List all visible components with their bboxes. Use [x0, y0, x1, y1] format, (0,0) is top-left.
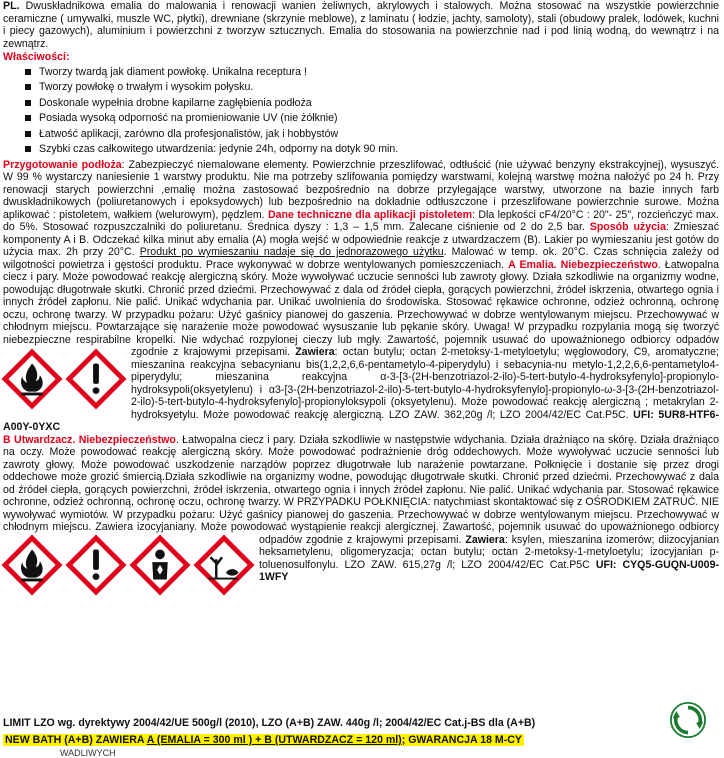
preparation-paragraph	[3, 159, 719, 434]
utwardzacz-hazard-text: . Łatwopalna ciecz i pary. Działa szkodliwie w następstwie wdychania. Działa drażniąco na skórę. Działa drażniąco na oczy. Może powodować reakcję alergiczną skóry. Może powodować podrażnienie dróg oddechowych. Może wywoływać uczucie senności lub zawroty głowy. Może powodować uszkodzenie narządów poprzez długotrwałe lub narażenie powtarzane. Połknięcie i dostanie się przez drogi oddechowe może grozić śmiercią.Działa szkodliwie na organizmy wodne, powodując długotrwałe skutki. Chronić przed dziećmi. Przechowywać z dala od źródeł ciepła, gorących powierzchni, źródeł iskrzenia, otwartego ognia i innych źródeł zapłonu. Nie palić. Unikać wdychania par. Stosować rękawice ochronne, odzież ochronną, ochronę oczu, ochronę twarzy. W PRZYPADKU POŁKNIĘCIA: natychmiast skontaktować się z OŚRODKIEM ZATRUĆ. NIE wywoływać wymiotów. W przypadku pożaru: Użyć gaśnicy pianowej do gaszenia. Przechowywać w dobrze wentylowanym miejscu. Przechowywać w chłodnym miejscu. Zawiera izocyjaniany. Może powodować wystąpienie reakcji alergicznej. Zawartość, pojemnik usuwać do upoważnionego odbiorcy odpadów zgodnie z krajowymi przepisami.	[3, 433, 719, 546]
utwardzacz-paragraph	[3, 434, 719, 584]
language-code: PL.	[3, 0, 20, 12]
utwardzacz-contains-label: Zawiera	[465, 533, 505, 546]
safety-section	[3, 159, 719, 584]
single-use-note: Produkt po wymieszaniu nadaje się do jednorazowego użytku	[139, 246, 444, 258]
preparation-heading: Przygotowanie podłoża	[3, 158, 122, 171]
tech-data-text: : Dla lepkości cF4/20°C : 20"- 25", rozcieńczyć max. do 5%. Stosować rozpuszczalniki do poliuretanu. Średnica dyszy : 1,3 – 1,5 mm. Zalecane ciśnienie od 2 do 2,5 bar.	[3, 208, 720, 233]
exclamation-pictogram-icon	[67, 536, 125, 594]
utwardzacz-ufi: UFI: CYQ5-GUQN-U009-1WFY	[259, 558, 719, 583]
emalia-hazard-text: . Łatwopalna ciecz i pary. Może powodować reakcję alergiczną skóry. Może wywoływać uczucie senności lub zawroty głowy. Działa szkodliwie na organizmy wodne, powodując długotrwałe skutki. Chronić przed dziećmi. Przechowywać z dala od źródeł ciepła, gorących powierzchni, źródeł iskrzenia, otwartego ognia i innych źródeł zapłonu. Nie palić. Unikać wdychania par. Unikać uwolnienia do środowiska. Stosować rękawice ochronne, odzież ochronną, ochronę oczu, ochronę twarzy. W przypadku pożaru: Użyć gaśnicy pianowej do gaszenia. Przechowywać w dobrze wentylowanym miejscu. Przechowywać w chłodnym miejscu. Powtarzające się narażenie może powodować wysuszanie lub pękanie skóry. Uwaga! W przypadku rozpylania mogą się tworzyć niebezpieczne respirabilne kropelki. Nie wdychać rozpylonej cieczy lub mgły. Zawartość, pojemnik usuwać do upoważnionego odbiorcy odpadów zgodnie z krajowymi przepisami.	[3, 258, 719, 358]
list-item: Szybki czas całkowitego utwardzenia: jedynie 24h, odporny na dotyk 90 min.	[25, 143, 719, 156]
utwardzacz-pictograms	[3, 536, 253, 594]
new-bath-suffix: ; GWARANCJA 18 M-CY	[401, 734, 522, 746]
voc-limit-line: LIMIT LZO wg. dyrektywy 2004/42/UE 500g/l (2010), LZO (A+B) ZAW. 440g /l; 2004/42/EC Cat.j-BS dla (A+B)	[3, 717, 536, 729]
properties-heading: Właściwości:	[3, 51, 70, 63]
preparation-text: : Zabezpieczyć niemalowane elementy. Powierzchnie przeszlifować, odtłuścić (nie używać benzyny ekstrakcyjnej), wysuszyć. W 99 % wystarczy naniesienie 1 warstwy produktu. Nie ma potrzeby szlifowania pomiędzy warstwami, kolejną warstwę można nałożyć po 24 h. Przy renowacji starych powierzchni ,emalię można zastosować bezpośrednio na dobrze przylegające warstwy, utworzone na bazie innych farb dwuskładnikowych (poliuretanowych i epoksydowych) lub bezpośrednio na dokładnie odtłuszczone i przeszlifowane powierzchnie surowe. Można aplikować : pistoletem, wałkiem (welurowym), pędzlem.	[3, 158, 719, 221]
usage-text-2: . Malować w temp. ok. 20°C. Czas schnięcia zależy od wilgotności powietrza i gęstości produktu. Prace wykonywać w dobrze wentylowanych pomieszczeniach.	[3, 246, 719, 271]
intro-text: Dwuskładnikowa emalia do malowania i renowacji wanien żeliwnych, akrylowych i stalowych. Można stosować na wszystkie powierzchnie ceramiczne ( umywalki, muszle WC, płytki), drewniane (skrzynie meblowe), z laminatu ( łodzie, jachty, samoloty), stali (obudowy pralek, lodówek, kuchni i piecy gazowych), aluminium i powierzchni z tworzyw sztucznych. Emalia do stosowania na powierzchnie nad i pod linią wodną, do wewnątrz i na zewnątrz.	[3, 0, 719, 50]
properties-list	[3, 66, 719, 156]
utwardzacz-label: B Utwardzacz	[3, 433, 73, 446]
flame-pictogram-icon	[3, 536, 61, 594]
health-hazard-pictogram-icon	[131, 536, 189, 594]
usage-text: : Zmieszać komponenty A i B. Odczekać kilka minut aby emalia (A) mogła wejść w odpowiednie reakcje z utwardzaczem (B). Lakier po wymieszaniu jest gotów do użycia max. 2h przy 20°C.	[3, 221, 719, 258]
label-document	[3, 0, 719, 596]
list-item: Tworzy powłokę o trwałym i wysokim połysku.	[25, 81, 719, 94]
cut-off-text: WADLIWYCH	[60, 748, 116, 758]
intro-paragraph	[3, 0, 719, 50]
emalia-label: A Emalia	[508, 258, 554, 271]
emalia-pictograms	[3, 350, 125, 408]
exclamation-pictogram-icon	[67, 350, 125, 408]
emalia-contains-text: : octan butylu; octan 2-metoksy-1-metyloetylu; węglowodory, C9, aromatyczne; mieszanina reakcyjna sebacynianu bis(1,2,2,6,6-pentametylo-4-piperydylu) i sebacynia-nu metylo-1,2,2,6,6-pentametylo4-piperydylu; mieszanina reakcyjna α-3-[3-(2H-benzotriazol-2-ilo)-5-tert-butylo-4-hydroksyfenylo]-propionylo-hydroksypoli(oksyetylenu) i α3-[3-(2H-benzotriazol-2-ilo)-5-tert-butylo-4-hydroksyfenylo]-propionylo-ω-3-[3-(2H-benzotriazol-2-ilo)-5-tert-butylo-4-hydroksyfenylo]-propionyloksypoli (oksyetylenu). Może powodować reakcję alergiczną ; metakrylan 2-hydroksyetylu. Może powodować reakcję alergiczną. LZO ZAW. 362,20g /l; LZO 2004/42/EC Cat.P5C.	[131, 346, 719, 421]
emalia-ufi: UFI: 5UR8-HTF6-A00Y-0YXC	[3, 408, 719, 433]
utwardzacz-danger: . Niebezpieczeństwo	[72, 433, 176, 446]
list-item: Posiada wysoką odporność na promieniowanie UV (nie żółknie)	[25, 112, 719, 125]
flame-pictogram-icon	[3, 350, 61, 408]
usage-heading: Sposób użycia	[589, 221, 666, 233]
new-bath-content: A (EMALIA = 300 ml ) + B (UTWARDZACZ = 120 ml)	[146, 734, 402, 746]
tech-data-heading: Dane techniczne dla aplikacji pistoletem	[267, 208, 473, 221]
environment-pictogram-icon	[195, 536, 253, 594]
emalia-contains-label: Zawiera	[295, 346, 335, 358]
new-bath-prefix: NEW BATH (A+B) ZAWIERA	[5, 734, 147, 746]
recycle-icon	[670, 702, 706, 738]
list-item: Doskonale wypełnia drobne kapilarne zagłębienia podłoża	[25, 97, 719, 110]
utwardzacz-contains-text: : ksylen, mieszanina izomerów; diizocyjanian heksametylenu, oligomeryzacja; octan butylu; octan 2-metoksy-1-metyloetylu; izocyjanian p-toluenosulfonylu. LZO ZAW. 615,27g /l; LZO 2004/42/EC Cat.P5C	[259, 533, 719, 571]
list-item: Tworzy twardą jak diament powłokę. Unikalna receptura !	[25, 66, 719, 79]
list-item: Łatwość aplikacji, zarówno dla profesjonalistów, jak i hobbystów	[25, 128, 719, 141]
emalia-danger: . Niebezpieczeństwo	[553, 258, 658, 271]
new-bath-highlight	[3, 734, 524, 746]
